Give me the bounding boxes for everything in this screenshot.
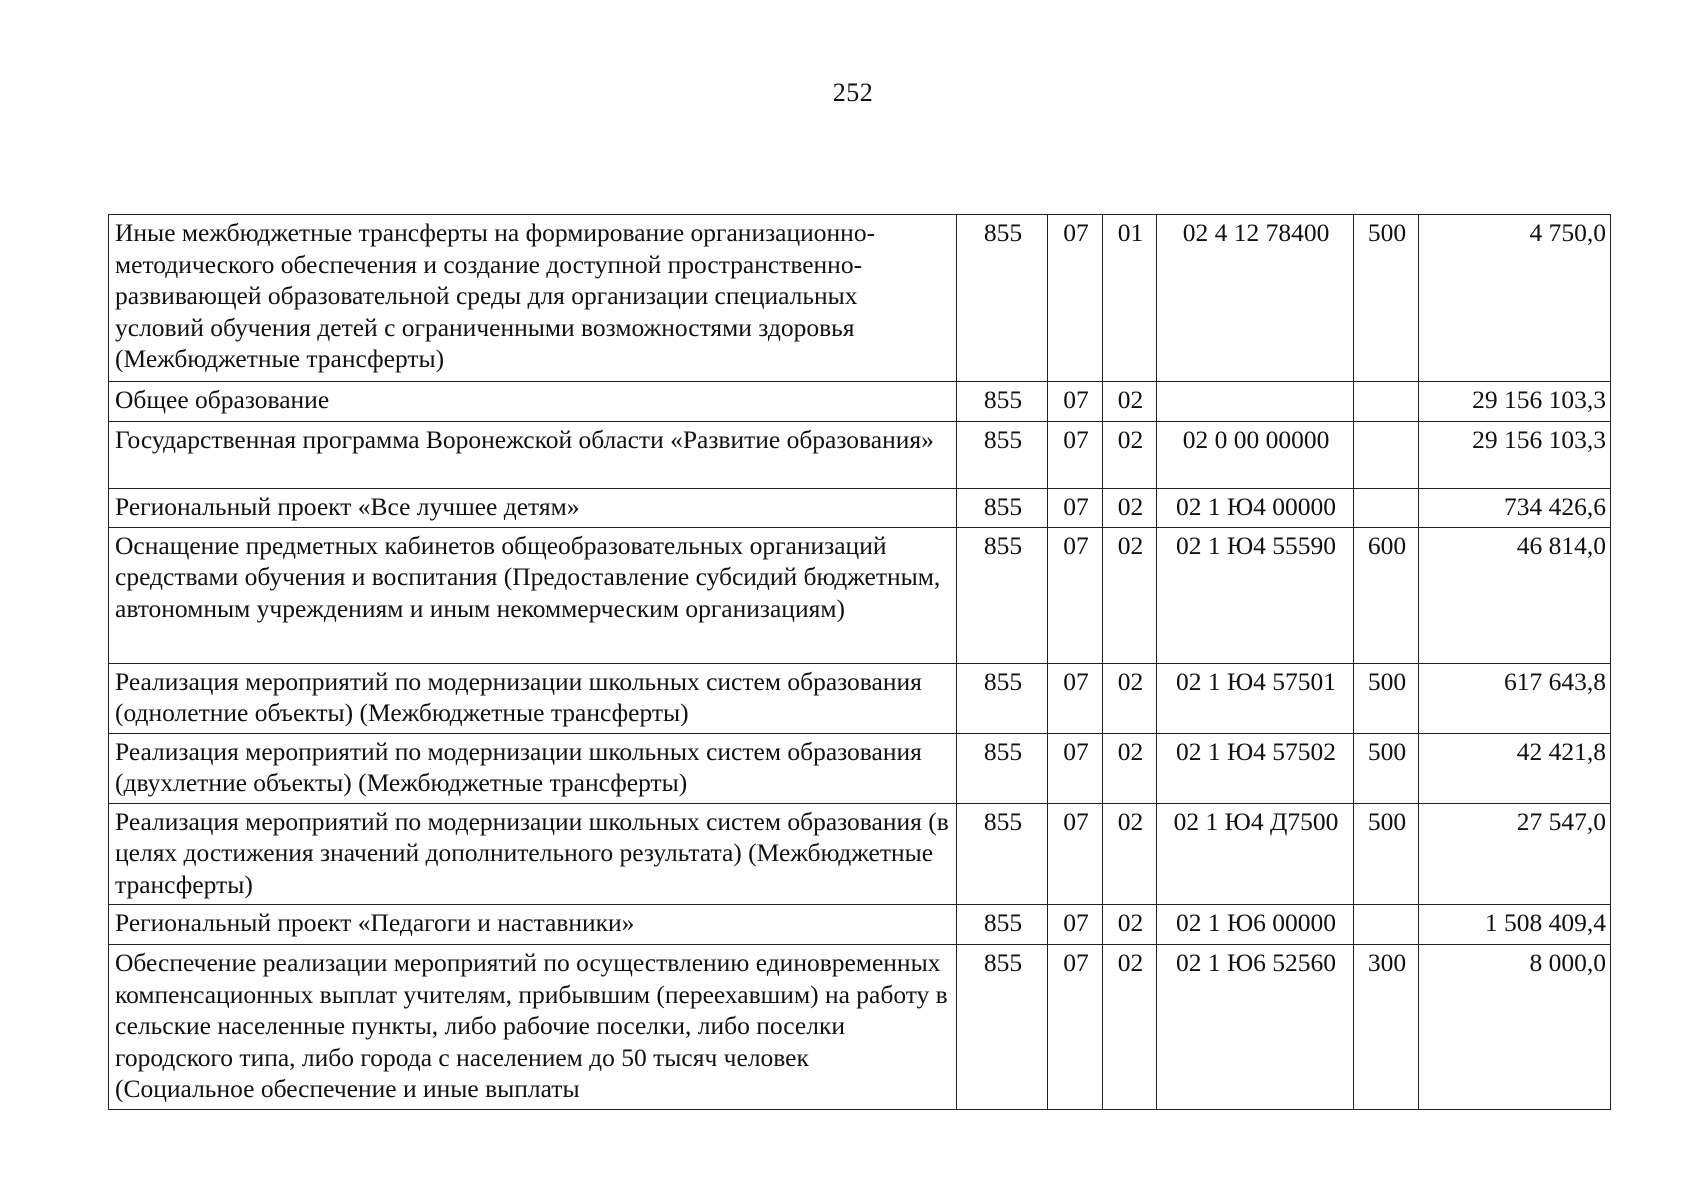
target-article-cell: 02 1 Ю4 57501 bbox=[1157, 663, 1354, 733]
expense-type-cell bbox=[1354, 382, 1419, 422]
subsection-code-cell: 02 bbox=[1103, 663, 1157, 733]
expense-type-cell: 300 bbox=[1354, 945, 1419, 1110]
table-row bbox=[109, 733, 1611, 803]
page-number: 252 bbox=[832, 78, 874, 107]
table-row bbox=[109, 215, 1611, 382]
ved-code-cell: 855 bbox=[957, 905, 1048, 945]
amount-cell: 46 814,0 bbox=[1419, 527, 1611, 663]
amount-cell: 734 426,6 bbox=[1419, 489, 1611, 528]
target-article-cell: 02 0 00 00000 bbox=[1157, 422, 1354, 489]
amount-cell: 42 421,8 bbox=[1419, 733, 1611, 803]
row-name-cell: Реализация мероприятий по модернизации школьных систем образования (двухлетние объекты) (Межбюджетные трансферты) bbox=[109, 733, 957, 803]
subsection-code-cell: 02 bbox=[1103, 382, 1157, 422]
expense-type-cell: 500 bbox=[1354, 663, 1419, 733]
ved-code-cell: 855 bbox=[957, 527, 1048, 663]
subsection-code-cell: 02 bbox=[1103, 733, 1157, 803]
target-article-cell bbox=[1157, 382, 1354, 422]
table-row bbox=[109, 803, 1611, 905]
amount-cell: 29 156 103,3 bbox=[1419, 422, 1611, 489]
amount-cell: 4 750,0 bbox=[1419, 215, 1611, 382]
expense-type-cell bbox=[1354, 489, 1419, 528]
section-code-cell: 07 bbox=[1048, 905, 1103, 945]
row-name-cell: Реализация мероприятий по модернизации школьных систем образования (однолетние объекты) (Межбюджетные трансферты) bbox=[109, 663, 957, 733]
table-row bbox=[109, 422, 1611, 489]
expense-type-cell: 500 bbox=[1354, 215, 1419, 382]
row-name-cell: Реализация мероприятий по модернизации школьных систем образования (в целях достижения значений дополнительного результата) (Межбюджетные трансферты) bbox=[109, 803, 957, 905]
amount-cell: 1 508 409,4 bbox=[1419, 905, 1611, 945]
table-row bbox=[109, 527, 1611, 663]
ved-code-cell: 855 bbox=[957, 489, 1048, 528]
ved-code-cell: 855 bbox=[957, 803, 1048, 905]
row-name-cell: Оснащение предметных кабинетов общеобразовательных организаций средствами обучения и воспитания (Предоставление субсидий бюджетным, автономным учреждениям и иным некоммерческим организациям) bbox=[109, 527, 957, 663]
table-row bbox=[109, 663, 1611, 733]
target-article-cell: 02 1 Ю6 52560 bbox=[1157, 945, 1354, 1110]
amount-cell: 617 643,8 bbox=[1419, 663, 1611, 733]
section-code-cell: 07 bbox=[1048, 527, 1103, 663]
row-name-cell: Обеспечение реализации мероприятий по осуществлению единовременных компенсационных выплат учителям, прибывшим (переехавшим) на работу в сельские населенные пункты, либо рабочие поселки, либо поселки городского типа, либо города с населением до 50 тысяч человек (Социальное обеспечение и иные выплаты bbox=[109, 945, 957, 1110]
section-code-cell: 07 bbox=[1048, 733, 1103, 803]
amount-cell: 8 000,0 bbox=[1419, 945, 1611, 1110]
section-code-cell: 07 bbox=[1048, 803, 1103, 905]
subsection-code-cell: 02 bbox=[1103, 905, 1157, 945]
subsection-code-cell: 01 bbox=[1103, 215, 1157, 382]
section-code-cell: 07 bbox=[1048, 382, 1103, 422]
row-name-cell: Региональный проект «Педагоги и наставники» bbox=[109, 905, 957, 945]
budget-table bbox=[108, 214, 1611, 1110]
expense-type-cell: 500 bbox=[1354, 733, 1419, 803]
target-article-cell: 02 4 12 78400 bbox=[1157, 215, 1354, 382]
ved-code-cell: 855 bbox=[957, 215, 1048, 382]
target-article-cell: 02 1 Ю4 57502 bbox=[1157, 733, 1354, 803]
table-row bbox=[109, 489, 1611, 528]
row-name-cell: Региональный проект «Все лучшее детям» bbox=[109, 489, 957, 528]
amount-cell: 27 547,0 bbox=[1419, 803, 1611, 905]
subsection-code-cell: 02 bbox=[1103, 422, 1157, 489]
table-row bbox=[109, 905, 1611, 945]
table-row bbox=[109, 382, 1611, 422]
target-article-cell: 02 1 Ю4 Д7500 bbox=[1157, 803, 1354, 905]
subsection-code-cell: 02 bbox=[1103, 527, 1157, 663]
ved-code-cell: 855 bbox=[957, 422, 1048, 489]
table-row bbox=[109, 945, 1611, 1110]
section-code-cell: 07 bbox=[1048, 215, 1103, 382]
section-code-cell: 07 bbox=[1048, 422, 1103, 489]
target-article-cell: 02 1 Ю4 55590 bbox=[1157, 527, 1354, 663]
amount-cell: 29 156 103,3 bbox=[1419, 382, 1611, 422]
expense-type-cell: 600 bbox=[1354, 527, 1419, 663]
section-code-cell: 07 bbox=[1048, 945, 1103, 1110]
ved-code-cell: 855 bbox=[957, 733, 1048, 803]
row-name-cell: Государственная программа Воронежской области «Развитие образования» bbox=[109, 422, 957, 489]
expense-type-cell bbox=[1354, 422, 1419, 489]
target-article-cell: 02 1 Ю4 00000 bbox=[1157, 489, 1354, 528]
section-code-cell: 07 bbox=[1048, 663, 1103, 733]
ved-code-cell: 855 bbox=[957, 382, 1048, 422]
ved-code-cell: 855 bbox=[957, 945, 1048, 1110]
expense-type-cell bbox=[1354, 905, 1419, 945]
ved-code-cell: 855 bbox=[957, 663, 1048, 733]
row-name-cell: Общее образование bbox=[109, 382, 957, 422]
subsection-code-cell: 02 bbox=[1103, 803, 1157, 905]
section-code-cell: 07 bbox=[1048, 489, 1103, 528]
row-name-cell: Иные межбюджетные трансферты на формирование организационно-методического обеспечения и создание доступной пространственно-развивающей образовательной среды для организации специальных условий обучения детей с ограниченными возможностями здоровья (Межбюджетные трансферты) bbox=[109, 215, 957, 382]
subsection-code-cell: 02 bbox=[1103, 489, 1157, 528]
expense-type-cell: 500 bbox=[1354, 803, 1419, 905]
subsection-code-cell: 02 bbox=[1103, 945, 1157, 1110]
target-article-cell: 02 1 Ю6 00000 bbox=[1157, 905, 1354, 945]
